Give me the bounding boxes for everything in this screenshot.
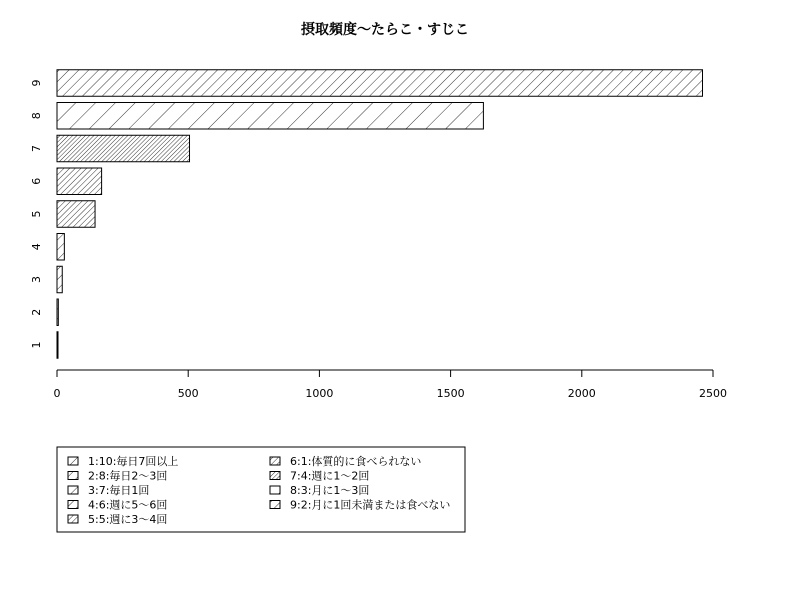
legend-label-9: 9:2:月に1回未満または食べない [290,498,451,512]
x-tick-label-1500: 1500 [436,387,465,400]
legend-label-1: 1:10:毎日7回以上 [88,455,179,468]
y-tick-label-7: 7 [30,145,43,152]
bar-5 [57,201,95,228]
bar-3 [57,266,62,293]
legend-label-4: 4:6:週に5〜6回 [88,498,168,512]
x-tick-label-2500: 2500 [699,387,727,400]
legend [57,447,465,532]
legend-swatch-6 [270,457,280,465]
legend-swatch-7 [270,472,280,480]
legend-swatch-8 [270,486,280,494]
legend-swatch-9 [270,501,280,509]
y-tick-label-8: 8 [30,112,43,120]
y-tick-label-2: 2 [30,308,43,316]
bar-8 [57,103,483,130]
y-tick-label-6: 6 [30,177,43,185]
legend-swatch-1 [68,457,78,465]
y-tick-label-9: 9 [30,79,43,87]
x-tick-label-2000: 2000 [567,387,596,400]
legend-swatch-3 [68,486,78,494]
legend-label-2: 2:8:毎日2〜3回 [88,469,168,483]
legend-label-7: 7:4:週に1〜2回 [290,469,370,483]
bar-6 [57,168,102,195]
legend-label-5: 5:5:週に3〜4回 [88,513,168,526]
bar-9 [57,70,703,97]
bar-7 [57,135,190,162]
y-tick-label-1: 1 [30,341,43,349]
bar-1 [57,332,58,359]
y-tick-label-4: 4 [30,243,43,251]
legend-label-3: 3:7:毎日1回 [88,484,150,497]
legend-swatch-4 [68,501,78,509]
bar-2 [57,299,58,326]
y-axis [30,80,43,349]
y-tick-label-5: 5 [30,210,43,218]
bars-group [57,70,703,359]
legend-swatch-5 [68,515,78,523]
x-tick-label-500: 500 [177,387,199,400]
legend-label-6: 6:1:体質的に食べられない [290,455,422,468]
y-tick-label-3: 3 [30,276,43,283]
x-tick-label-1000: 1000 [305,387,334,400]
chart-title: 摂取頻度〜たらこ・すじこ [301,22,469,38]
legend-label-8: 8:3:月に1〜3回 [290,484,370,497]
bar-4 [57,234,64,261]
x-axis [54,370,728,400]
x-tick-label-0: 0 [53,387,61,400]
legend-swatch-2 [68,472,78,480]
